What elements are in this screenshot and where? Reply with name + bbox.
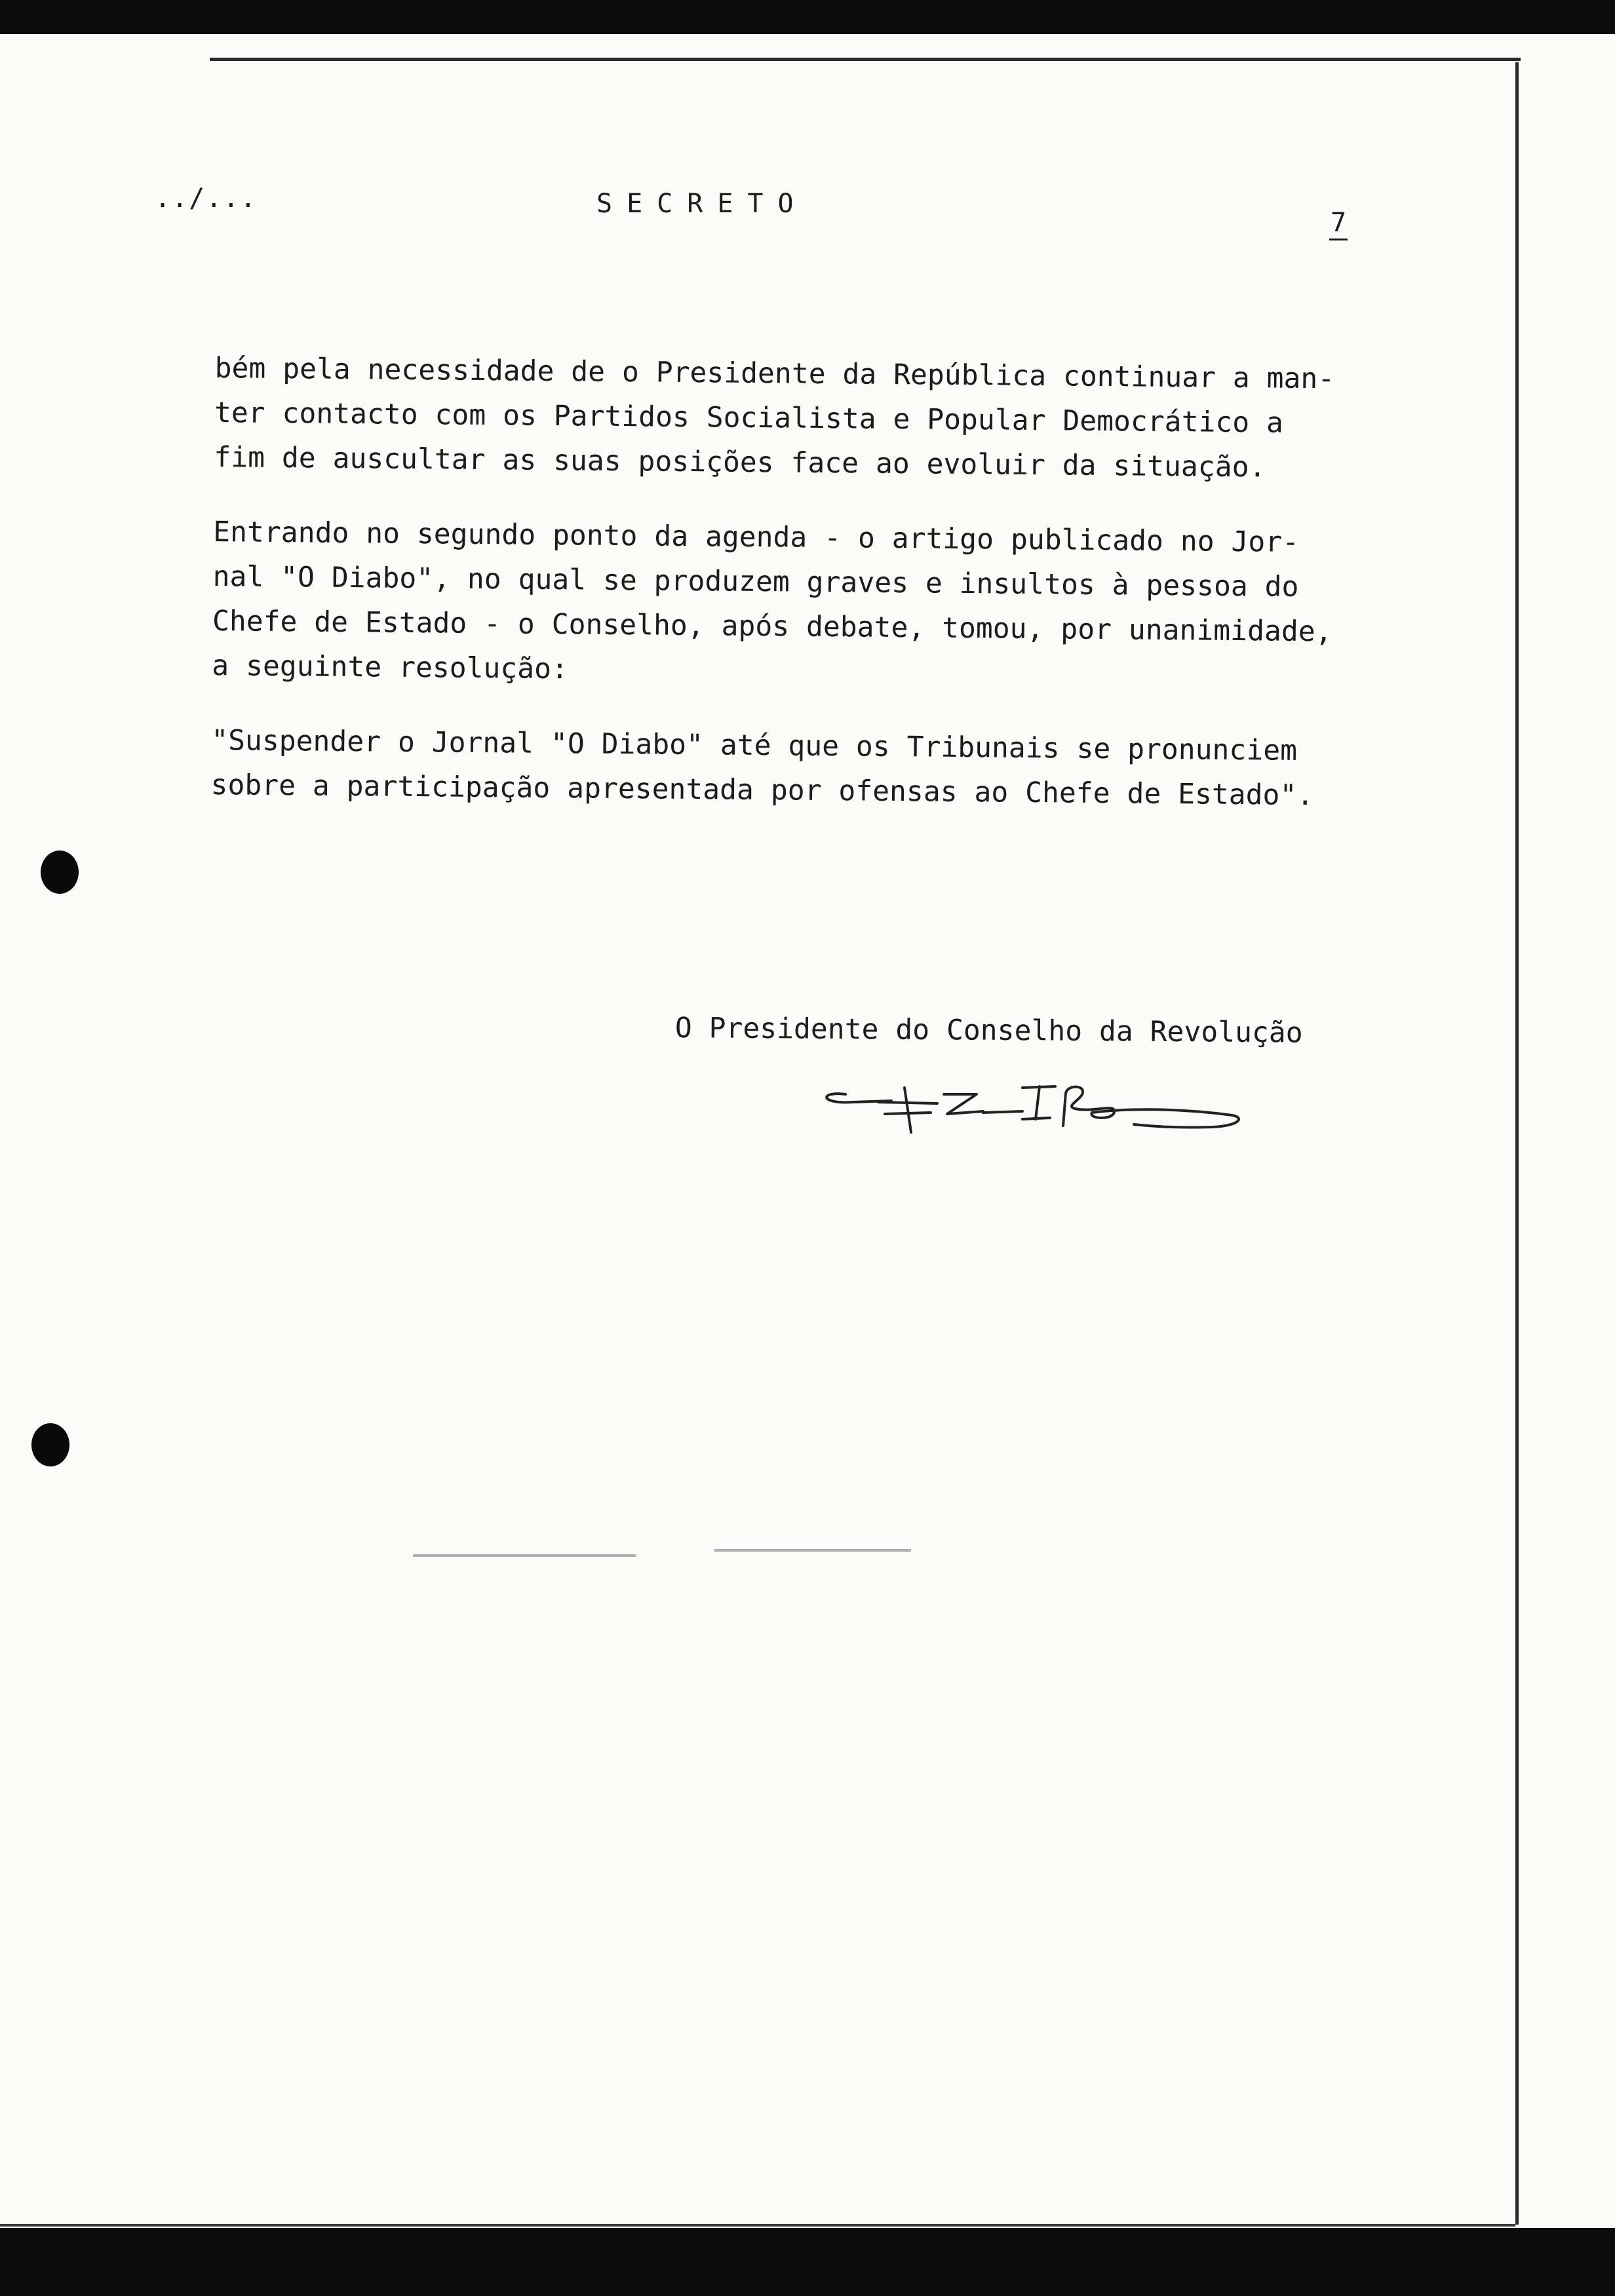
scan-speckle	[413, 1554, 636, 1557]
paragraph: bém pela necessidade de o Presidente da República continuar a man- ter contacto com os Partidos Socialista e Popular Democrático a fim de auscultar as suas posições face ao evoluir da situação.	[214, 351, 1335, 484]
classification-header: SECRETO	[596, 189, 808, 219]
scan-border-top	[0, 0, 1615, 34]
signatory-title: O Presidente do Conselho da Revolução	[674, 1012, 1303, 1050]
page-edge-top	[210, 58, 1521, 61]
page-number: 7	[1329, 207, 1348, 240]
scan-speckle	[714, 1549, 911, 1552]
page-edge-right	[1515, 62, 1519, 2225]
punch-hole-upper	[41, 851, 79, 894]
scan-border-bottom	[0, 2228, 1615, 2296]
paragraph: "Suspender o Jornal "O Diabo" até que os Tribunais se pronunciem sobre a participação apresentada por ofensas ao Chefe de Estado".	[210, 723, 1314, 813]
document-body	[210, 346, 1421, 849]
page-edge-bottom	[0, 2224, 1515, 2227]
continuation-mark: ../...	[155, 183, 258, 214]
handwritten-signature	[806, 1075, 1278, 1160]
punch-hole-lower	[31, 1423, 69, 1466]
paragraph: Entrando no segundo ponto da agenda - o artigo publicado no Jor- nal "O Diabo", no qual se produzem graves e insultos à pessoa do Chefe de Estado - o Conselho, após debate, tomou, por unanimidade, a seguinte resolução:	[212, 515, 1333, 686]
